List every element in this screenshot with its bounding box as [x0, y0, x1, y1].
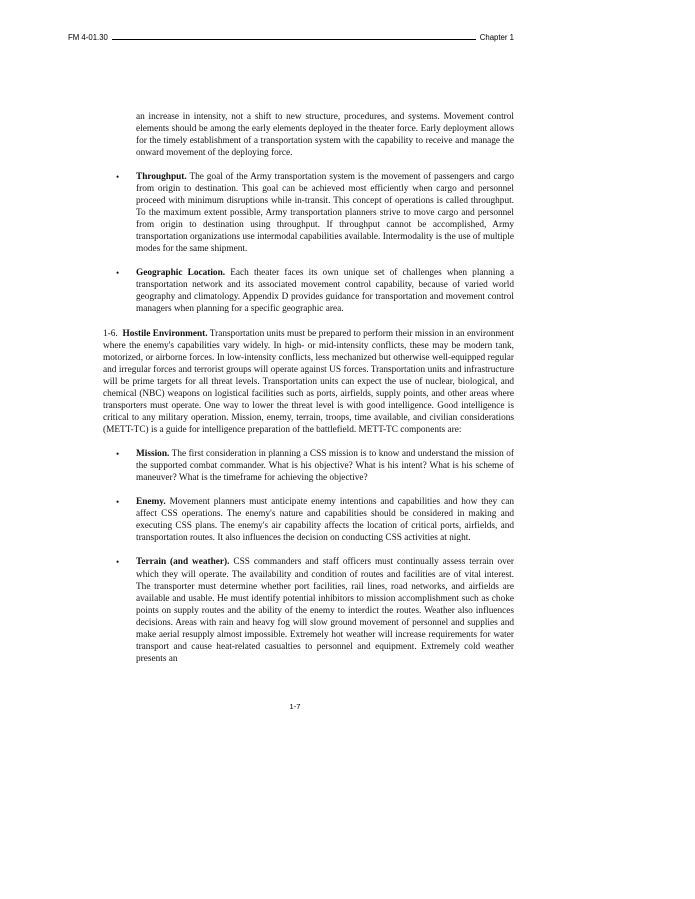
header-manual-number: FM 4-01.30: [68, 33, 108, 42]
header-chapter: Chapter 1: [479, 33, 514, 42]
bullet-body: CSS commanders and staff officers must continually assess terrain over which they will operate. The availability and condition of routes and facilities are of vital interest. The transporter must determine whether port facilities, rail lines, road networks, and airfields are available and usable. He must identify potential inhibitors to mission accomplishment such as choke points on supply routes and the ability of the enemy to interdict the routes. Weather also influences decisions. Areas with rain and heavy fog will slow ground movement of personnel and supplies and make aerial resupply almost impossible. Extremely hot weather will increase requirements for water transport and cause heat-related casualties to personnel and equipment. Extremely cold weather presents an: [136, 557, 514, 664]
bullet-glyph: •: [116, 449, 120, 460]
bullet-text: [136, 448, 514, 484]
intro-paragraph: an increase in intensity, not a shift to new structure, procedures, and systems. Movement control elements should be among the early elements deployed in the theater force. Early deployment allows for the timely establishment of a transportation system with the capability to receive and manage the onward movement of the deploying force.: [136, 112, 514, 159]
bullet-body: Each theater faces its own unique set of challenges when planning a transportation network and its associated movement control capability, because of varied world geography and climatology. Appendix D provides guidance for transportation and movement control managers when planning for a specific geographic area.: [136, 268, 514, 315]
bullet-terrain-weather: [103, 556, 514, 664]
bullet-text: [136, 267, 514, 315]
bullet-text: [136, 496, 514, 544]
bullet-geographic-location: [103, 267, 514, 315]
bullet-body: Movement planners must anticipate enemy intentions and capabilities and how they can affect CSS operations. The enemy's nature and capabilities should be considered in making and executing CSS plans. The enemy's air capability affects the location of critical ports, airfields, and transportation routes. It also influences the decision on conducting CSS activities at night.: [136, 497, 514, 544]
bullet-term: Geographic Location.: [136, 268, 226, 279]
section-number: 1-6.: [103, 329, 118, 340]
page-body: [103, 111, 514, 665]
bullet-glyph: •: [116, 268, 120, 279]
bullet-text: [136, 171, 514, 255]
running-header: [68, 33, 514, 42]
bullet-glyph: •: [116, 172, 120, 183]
bullet-text: [136, 556, 514, 664]
bullet-glyph: •: [116, 497, 120, 508]
bullet-mission: [103, 448, 514, 484]
bullet-term: Enemy.: [136, 497, 166, 508]
bullet-glyph: •: [116, 557, 120, 568]
section-body: Transportation units must be prepared to perform their mission in an environment where the enemy's capabilities vary widely. In high- or mid-intensity conflicts, these may be modern tank, motorized, or airborne forces. In low-intensity conflicts, less mechanized but otherwise well-equipped regular and irregular forces and terrorist groups will operate against US forces. Transportation units and infrastructure will be prime targets for all threat levels. Transportation units can expect the use of nuclear, biological, and chemical (NBC) weapons on logistical facilities such as ports, airfields, supply points, and other areas where transporters must operate. One way to lower the threat level is with good intelligence. Good intelligence is critical to any military operation. Mission, enemy, terrain, troops, time available, and civilian considerations (METT-TC) is a guide for intelligence preparation of the battlefield. METT-TC components are:: [103, 329, 514, 436]
section-hostile-environment: [103, 328, 514, 436]
page-number: 1-7: [289, 702, 301, 711]
bullet-term: Throughput.: [136, 172, 187, 183]
bullet-throughput: [103, 171, 514, 255]
bullet-body: The goal of the Army transportation system is the movement of passengers and cargo from origin to destination. This goal can be achieved most efficiently when cargo and personnel proceed with minimum disruptions while in-transit. This concept of operations is called throughput. To the maximum extent possible, Army transportation planners strive to move cargo and personnel from origin to destination using throughput. If throughput cannot be accomplished, Army transportation organizations use intermodal capabilities available. Intermodality is the use of multiple modes for the same shipment.: [136, 172, 514, 255]
bullet-term: Mission.: [136, 449, 170, 460]
bullet-enemy: [103, 496, 514, 544]
header-rule: [112, 39, 476, 40]
bullet-body: The first consideration in planning a CSS mission is to know and understand the mission of the supported combat commander. What is his objective? What is his intent? What is his scheme of maneuver? What is the timeframe for achieving the objective?: [136, 449, 514, 484]
section-title: Hostile Environment.: [122, 329, 208, 340]
bullet-term: Terrain (and weather).: [136, 557, 230, 568]
